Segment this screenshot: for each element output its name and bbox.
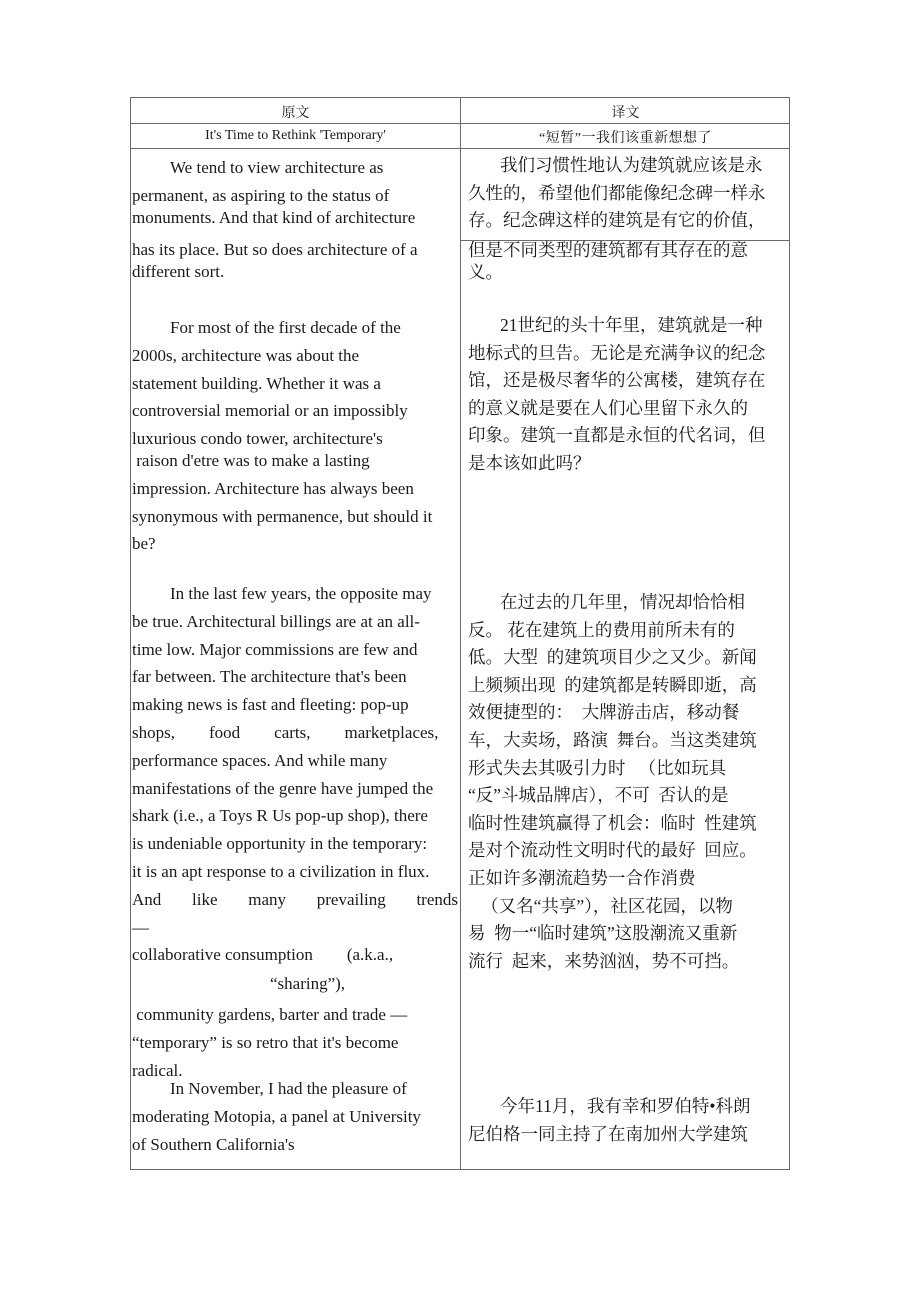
translation-line: 易 物一“临时建筑”这股潮流又重新	[468, 923, 738, 944]
translation-line: 但是不同类型的建筑都有其存在的意	[468, 240, 748, 260]
source-line: is undeniable opportunity in the temporary:	[132, 834, 428, 854]
source-line: For most of the first decade of the	[170, 318, 401, 337]
source-line: raison d'etre was to make a lasting	[132, 450, 370, 470]
translation-line: 临时性建筑赢得了机会：临时 性建筑	[468, 812, 757, 833]
column-divider	[460, 98, 461, 1169]
translation-line: 存。纪念碑这样的建筑是有它的价值，	[468, 210, 766, 231]
translation-line: 义。	[468, 262, 503, 282]
translation-line: 车，大卖场，路演 舞台。当这类建筑	[468, 729, 757, 750]
translation-line: 上频频出现 的建筑都是转瞬即逝，高	[468, 674, 757, 695]
translation-line: （又名“共享”），社区花园，以物	[468, 895, 733, 916]
translation-paragraph-1-continued	[468, 239, 786, 283]
source-line: far between. The architecture that's been	[132, 667, 407, 687]
title-left: It's Time to Rethink 'Temporary'	[205, 128, 386, 143]
source-line: statement building. Whether it was a	[132, 373, 381, 393]
source-line: In the last few years, the opposite may	[170, 584, 432, 603]
translation-paragraph-3	[468, 589, 786, 975]
source-line: moderating Motopia, a panel at University	[132, 1106, 421, 1126]
translation-line: 流行 起来，来势汹汹，势不可挡。	[468, 950, 740, 971]
translation-line: 的意义就是要在人们心里留下永久的	[468, 397, 748, 418]
translation-line: 馆，还是极尽奢华的公寓楼，建筑存在	[468, 370, 766, 391]
source-line: radical.	[132, 1060, 183, 1080]
source-line: different sort.	[132, 262, 225, 281]
translation-line: 21世纪的头十年里，建筑就是一种	[500, 315, 763, 335]
title-divider	[131, 148, 789, 149]
header-right: 译文	[611, 106, 640, 121]
source-line: And like many prevailing trends —	[132, 889, 458, 937]
source-line: monuments. And that kind of architecture	[132, 207, 416, 227]
source-line: “sharing”),	[270, 974, 346, 994]
source-line: performance spaces. And while many	[132, 750, 388, 770]
source-line: shark (i.e., a Toys R Us pop-up shop), there	[132, 806, 428, 826]
source-line: controversial memorial or an impossibly	[132, 401, 408, 421]
translation-line: 今年11月，我有幸和罗伯特•科朗	[500, 1096, 751, 1116]
source-line: collaborative consumption (a.k.a.,	[132, 945, 394, 965]
translation-line: 我们习惯性地认为建筑就应该是永	[500, 155, 763, 175]
translation-line: 在过去的几年里，情况却恰恰相	[500, 592, 745, 612]
translation-line: 印象。建筑一直都是永恒的代名词，但	[468, 425, 766, 446]
source-line: be true. Architectural billings are at an all-	[132, 611, 420, 631]
translation-line: 反。 花在建筑上的费用前所未有的	[468, 619, 735, 640]
source-paragraph-2	[132, 314, 458, 558]
source-line: making news is fast and fleeting: pop-up	[132, 695, 409, 715]
header-left: 原文	[281, 106, 310, 121]
source-line: permanent, as aspiring to the status of	[132, 185, 390, 205]
translation-paragraph-2	[468, 312, 786, 478]
source-line: it is an apt response to a civilization in flux.	[132, 861, 430, 881]
translation-table	[130, 97, 790, 1170]
translation-line: 正如许多潮流趋势一合作消费	[468, 867, 696, 888]
source-line: shops, food carts, marketplaces,	[132, 722, 439, 742]
source-paragraph-3	[132, 580, 458, 1084]
source-line: synonymous with permanence, but should it	[132, 506, 433, 526]
source-paragraph-4	[132, 1075, 458, 1158]
translation-paragraph-1	[468, 152, 786, 235]
source-line: “temporary” is so retro that it's become	[132, 1032, 399, 1052]
source-line: 2000s, architecture was about the	[132, 345, 360, 365]
translation-line: 地标式的旦告。无论是充满争议的纪念	[468, 342, 766, 363]
translation-line: 是对个流动性文明时代的最好 回应。	[468, 840, 757, 861]
source-line: of Southern California's	[132, 1134, 295, 1154]
translation-line: 效便捷型的： 大牌游击店，移动餐	[468, 702, 740, 723]
translation-line: 形式失去其吸引力时 （比如玩具	[468, 757, 727, 778]
translation-line: “反”斗城品牌店），不可 否认的是	[468, 785, 729, 806]
source-line: luxurious condo tower, architecture's	[132, 429, 383, 449]
translation-line: 尼伯格一同主持了在南加州大学建筑	[468, 1123, 748, 1144]
source-line: We tend to view architecture as	[170, 158, 384, 177]
translation-line: 是本该如此吗？	[468, 452, 591, 473]
source-line: be?	[132, 534, 156, 554]
source-line: community gardens, barter and trade —	[132, 1004, 408, 1024]
source-paragraph-1-continued	[132, 239, 458, 283]
header-divider	[131, 123, 789, 124]
translation-paragraph-4	[468, 1093, 786, 1148]
source-line: In November, I had the pleasure of	[170, 1079, 407, 1098]
translation-line: 低。大型 的建筑项目少之又少。新闻	[468, 647, 757, 668]
translation-line: 久性的，希望他们都能像纪念碑一样永	[468, 182, 766, 203]
title-right: “短暂”一我们该重新想想了	[539, 131, 712, 146]
source-line: time low. Major commissions are few and	[132, 639, 418, 659]
source-line: manifestations of the genre have jumped the	[132, 778, 434, 798]
source-paragraph-1	[132, 154, 458, 231]
source-line: impression. Architecture has always been	[132, 478, 414, 498]
source-line: has its place. But so does architecture of a	[132, 240, 418, 259]
